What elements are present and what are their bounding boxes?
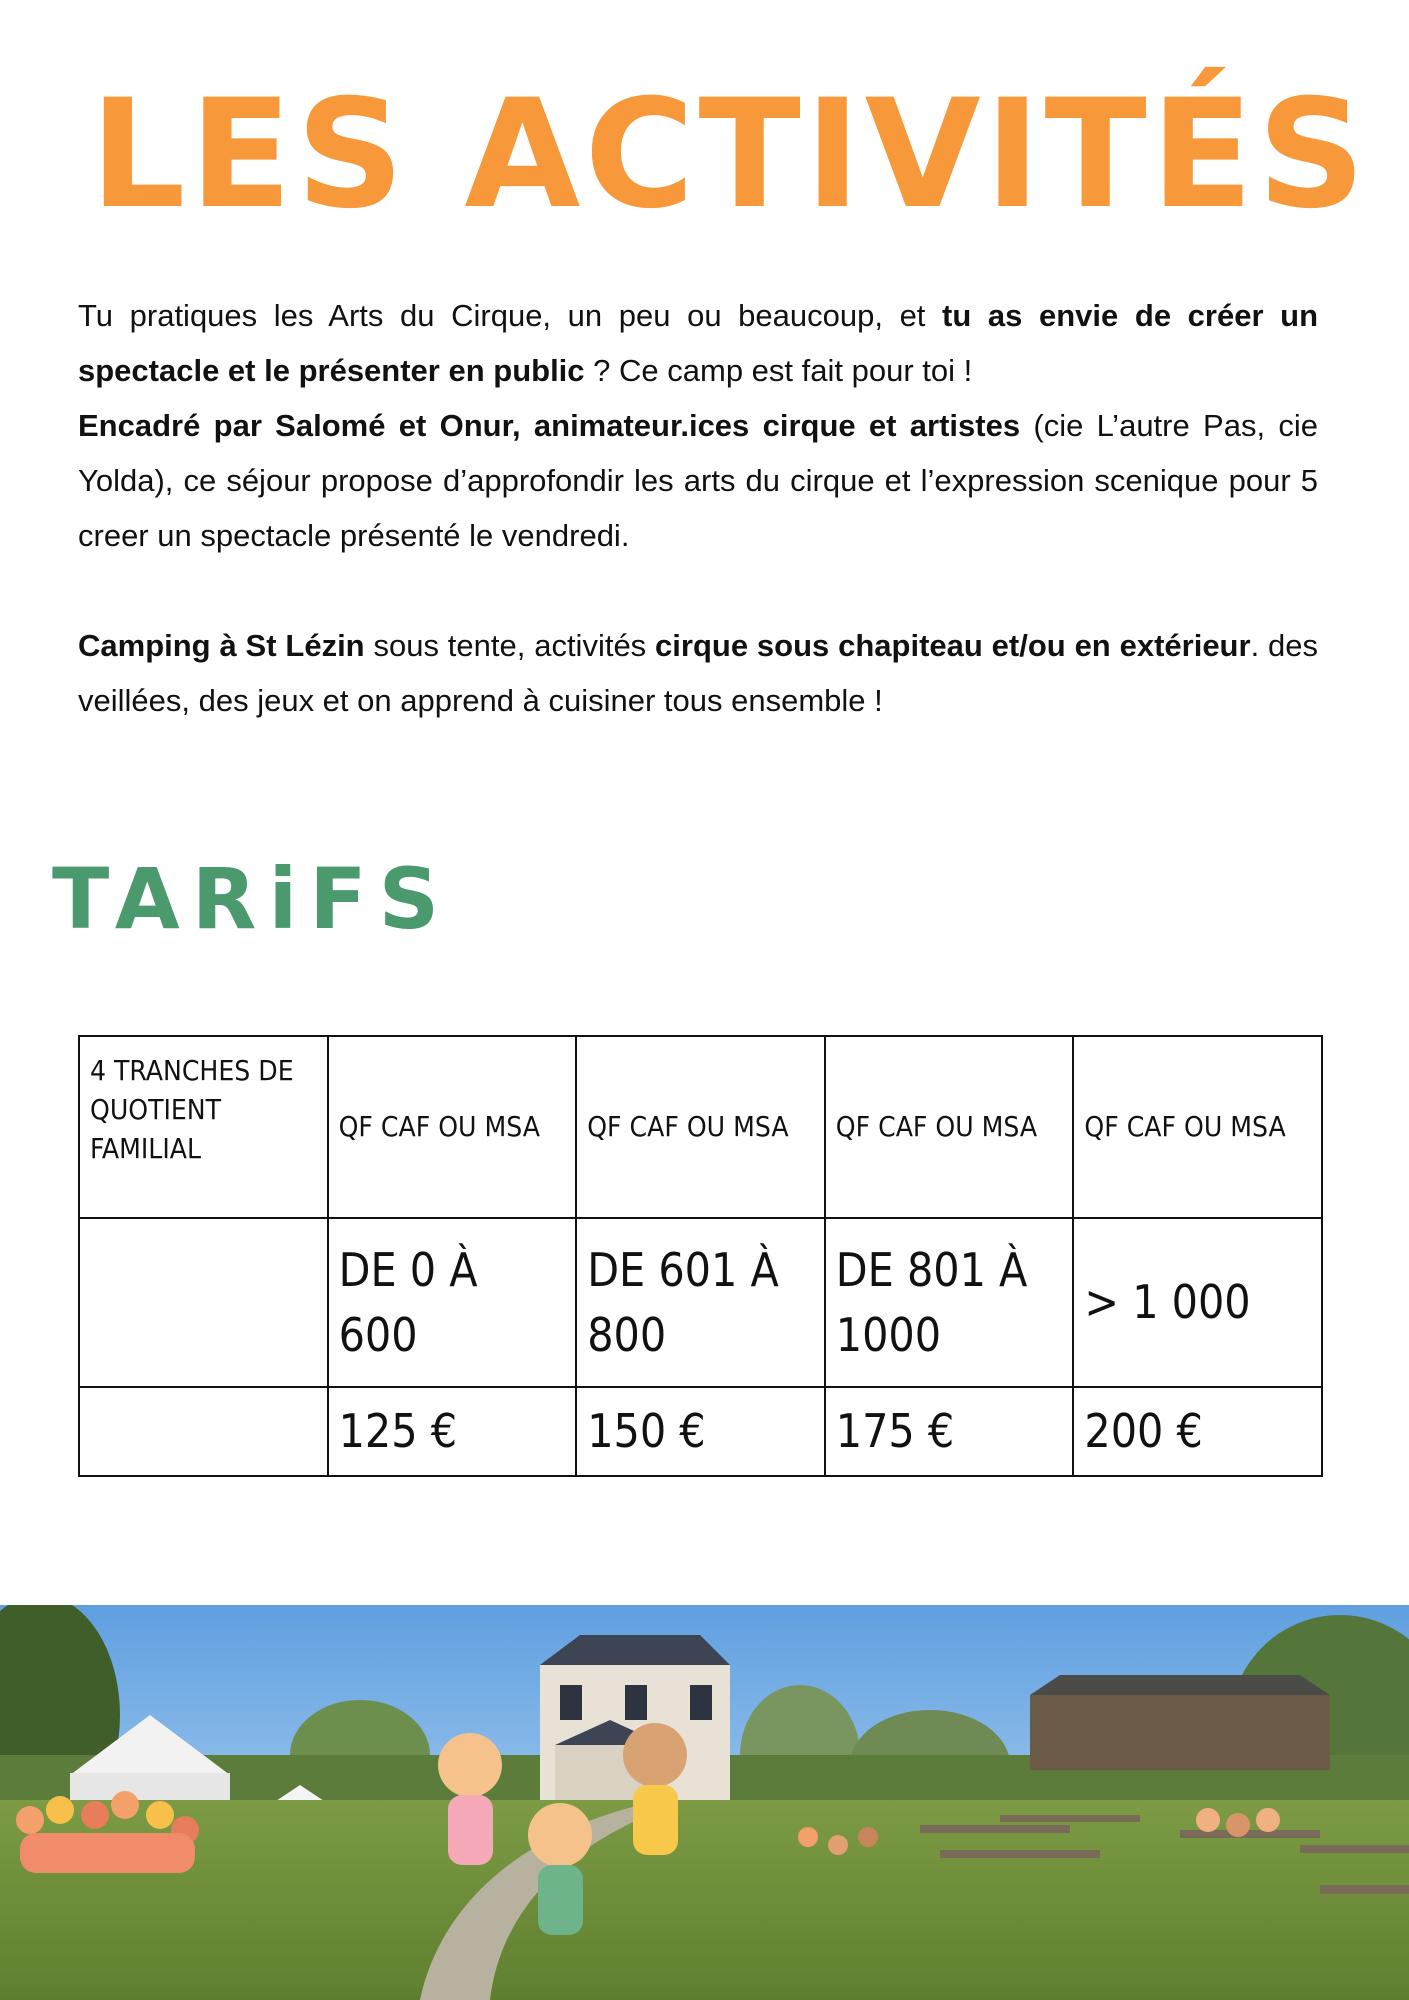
barn xyxy=(1030,1675,1330,1770)
table-cell: 4 TRANCHES DE QUOTIENT FAMILIAL xyxy=(79,1036,328,1218)
table-cell: 200 € xyxy=(1073,1387,1322,1476)
intro-highlight-3a: Camping à St Lézin xyxy=(78,628,365,663)
camp-photo xyxy=(0,1605,1409,2000)
table-cell xyxy=(79,1218,328,1387)
table-row xyxy=(79,1387,1322,1476)
table-cell: 125 € xyxy=(328,1387,577,1476)
table-cell: QF CAF OU MSA xyxy=(825,1036,1074,1218)
table-cell: QF CAF OU MSA xyxy=(1073,1036,1322,1218)
intro-highlight-2: Encadré par Salomé et Onur, animateur.ices cirque et artistes xyxy=(78,408,1021,443)
intro-highlight-1: tu as envie de créer un spectacle et le présenter en public xyxy=(78,298,1319,388)
intro-text xyxy=(78,288,1318,728)
table-cell: DE 601 À 800 xyxy=(576,1218,825,1387)
table-cell: QF CAF OU MSA xyxy=(328,1036,577,1218)
page-title: LES ACTIVITÉS xyxy=(90,68,1370,242)
intro-paragraph-1 xyxy=(78,288,1318,398)
intro-text-1a: Tu pratiques les Arts du Cirque, un peu ou beaucoup, et xyxy=(78,298,943,333)
table-row xyxy=(79,1218,1322,1387)
intro-text-1c: ? Ce camp est fait pour toi ! xyxy=(584,353,973,388)
paragraph-gap xyxy=(78,563,1318,618)
table-cell: QF CAF OU MSA xyxy=(576,1036,825,1218)
tarifs-table xyxy=(78,1035,1323,1477)
table-row xyxy=(79,1036,1322,1218)
table-cell xyxy=(79,1387,328,1476)
house xyxy=(540,1635,730,1815)
intro-text-2b: (cie L’autre Pas, cie Yolda), ce séjour propose d’approfondir les arts du cirque et l’expression scenique pour 5 creer un spectacle présenté le vendredi. xyxy=(78,408,1319,553)
intro-paragraph-2 xyxy=(78,398,1318,563)
intro-text-3d: . des veillées, des jeux et on apprend à cuisiner tous ensemble ! xyxy=(78,628,1319,718)
intro-highlight-3c: cirque sous chapiteau et/ou en extérieur xyxy=(655,628,1251,663)
camp-landscape-illustration xyxy=(0,1605,1409,2000)
table-cell: DE 0 À 600 xyxy=(328,1218,577,1387)
table-cell: DE 801 À 1000 xyxy=(825,1218,1074,1387)
intro-paragraph-3 xyxy=(78,618,1318,728)
table-cell: 175 € xyxy=(825,1387,1074,1476)
table-cell: > 1 000 xyxy=(1073,1218,1322,1387)
intro-text-3b: sous tente, activités xyxy=(364,628,656,663)
tarifs-title: TARiFS xyxy=(52,850,452,948)
table-cell: 150 € xyxy=(576,1387,825,1476)
